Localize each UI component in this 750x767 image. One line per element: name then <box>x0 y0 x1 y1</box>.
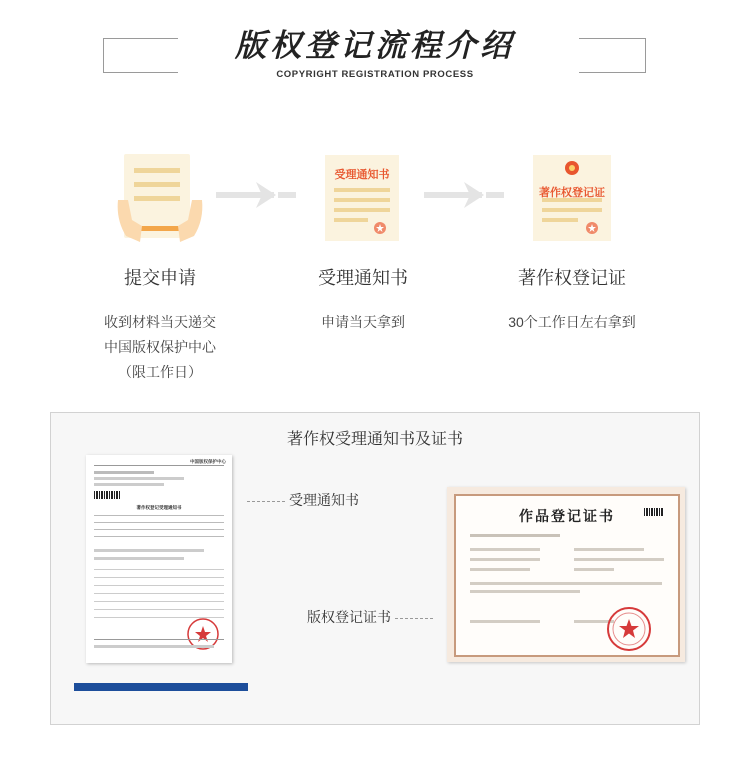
certificate-label-text: 版权登记证书 <box>307 609 391 625</box>
step-1-desc-line: 中国版权保护中心 <box>104 339 216 355</box>
notice-label-text: 受理通知书 <box>289 492 359 508</box>
dashed-connector <box>395 618 433 619</box>
notice-sample-label <box>243 490 359 510</box>
step-2-description <box>263 310 463 335</box>
step-1-title: 提交申请 <box>124 268 196 288</box>
step-1-description <box>60 310 260 385</box>
certificate-image <box>447 487 685 662</box>
certificate-heading: 作品登记证书 <box>519 509 615 525</box>
step-2-desc-line: 申请当天拿到 <box>321 314 405 330</box>
arrow-right-icon <box>424 182 504 208</box>
notice-document-label: 受理通知书 <box>334 169 390 181</box>
step-1-desc-line: 收到材料当天递交 <box>104 314 216 330</box>
step-1-desc-line: （限工作日） <box>118 364 202 380</box>
step-3-title: 著作权登记证 <box>518 268 626 288</box>
certificate-sample-label <box>307 607 437 627</box>
certificate-document-icon <box>532 154 612 247</box>
notice-header-org: 中国版权保护中心 <box>190 459 226 464</box>
dashed-connector <box>247 501 285 502</box>
notice-document-image <box>86 455 232 663</box>
certificate-document-label: 著作权登记证 <box>539 187 605 199</box>
samples-title: 著作权受理通知书及证书 <box>286 431 463 448</box>
step-3-description <box>472 310 672 335</box>
red-seal-icon <box>606 606 652 652</box>
page-title: 版权登记流程介绍 <box>235 28 515 64</box>
document-hands-icon <box>114 150 206 253</box>
arrow-right-icon <box>216 182 296 208</box>
step-3-desc-line: 30个工作日左右拿到 <box>508 314 636 330</box>
page-subtitle: COPYRIGHT REGISTRATION PROCESS <box>276 69 474 80</box>
step-2-title: 受理通知书 <box>318 268 408 288</box>
decorative-bar <box>74 683 248 691</box>
notice-heading: 著作权登记受理通知书 <box>136 505 182 510</box>
